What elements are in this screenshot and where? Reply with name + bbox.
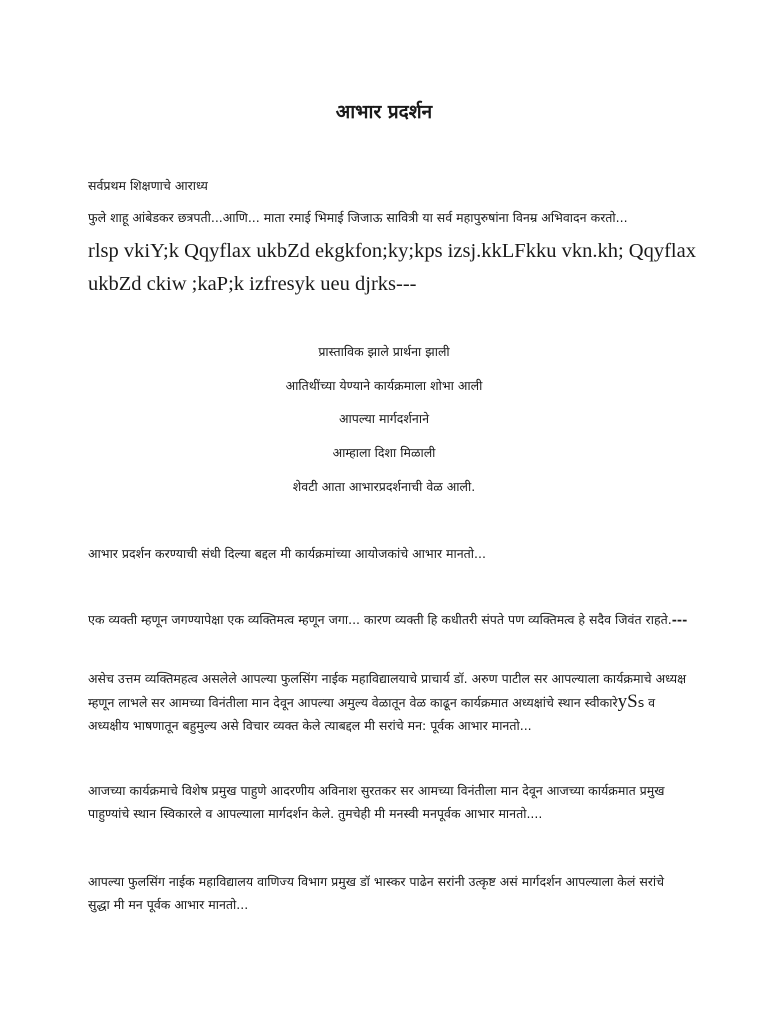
paragraph-principal-text-b: s व अध्यक्षीय भाषणातून बहुमुल्य असे विचार व्यक्त केले त्याबद्दल मी सरांचे मन: पूर्वक आभार मानतो...	[88, 695, 656, 733]
page-title: आभार प्रदर्शन	[335, 101, 433, 123]
poem-line-5: शेवटी आता आभारप्रदर्शनाची वेळ आली.	[292, 479, 476, 494]
poem-line-4: आम्हाला दिशा मिळाली	[332, 445, 436, 460]
paragraph-principal-text-a: असेच उत्तम व्यक्तिमहत्व असलेले आपल्या फुलसिंग नाईक महाविद्यालयाचे प्राचार्य डॉ. अरुण पाटील सर आपल्याला कार्यक्रमाचे अध्यक्ष म्हणून लाभले सर आमच्या विनंतीला मान देवून आपल्या अमुल्य वेळातून वेळ काढून कार्यक्रमात अध्यक्षांचे स्थान स्वीकारे	[88, 671, 687, 710]
paragraph-personality	[88, 608, 688, 631]
poem-line-3: आपल्या मार्गदर्शनाने	[338, 411, 430, 426]
paragraph-principal-glyph: yS	[617, 691, 638, 712]
paragraph-personality-dashes: ---	[671, 612, 688, 627]
paragraph-organizers: आभार प्रदर्शन करण्याची संधी दिल्या बद्दल मी कार्यक्रमांच्या आयोजकांचे आभार मानतो...	[88, 546, 486, 561]
paragraph-chief-guest: आजच्या कार्यक्रमाचे विशेष प्रमुख पाहुणे आदरणीय अविनाश सुरतकर सर आमच्या विनंतीला मान देवून आजच्या कार्यक्रमात प्रमुख पाहुण्यांचे स्थान स्विकारले व आपल्याला मार्गदर्शन केले. तुमचेही मी मनस्वी मनपूर्वक आभार मानतो....	[88, 783, 665, 821]
paragraph-personality-text: एक व्यक्ती म्हणून जगण्यापेक्षा एक व्यक्तिमत्व म्हणून जगा... कारण व्यक्ती हि कधीतरी संपते पण व्यक्तिमत्व हे सदैव जिवंत राहते.	[88, 612, 672, 627]
garbled-font-text: rlsp vkiY;k Qqyflax ukbZd ekgkfon;ky;kps izsj.kkLFkku vkn.kh; Qqyflax ukbZd ckiw ;kaP;k izfresyk ueu djrks---	[88, 240, 696, 295]
intro-line: सर्वप्रथम शिक्षणाचे आराध्य	[88, 178, 208, 193]
paragraph-department-head: आपल्या फुलसिंग नाईक महाविद्यालय वाणिज्य विभाग प्रमुख डॉ भास्कर पाढेन सरांनी उत्कृष्ट असं मार्गदर्शन आपल्याला केलं सरांचे सुद्धा मी मन पूर्वक आभार मानतो...	[88, 874, 665, 912]
paragraph-principal	[88, 667, 688, 737]
poem-line-1: प्रास्ताविक झाले प्रार्थना झाली	[318, 344, 450, 359]
salutation-line: फुले शाहू आंबेडकर छत्रपती...आणि... माता रमाई भिमाई जिजाऊ सावित्री या सर्व महापुरुषांना विनम्र अभिवादन करतो...	[88, 210, 628, 225]
poem-line-2: आतिथींच्या येण्याने कार्यक्रमाला शोभा आली	[285, 378, 483, 393]
